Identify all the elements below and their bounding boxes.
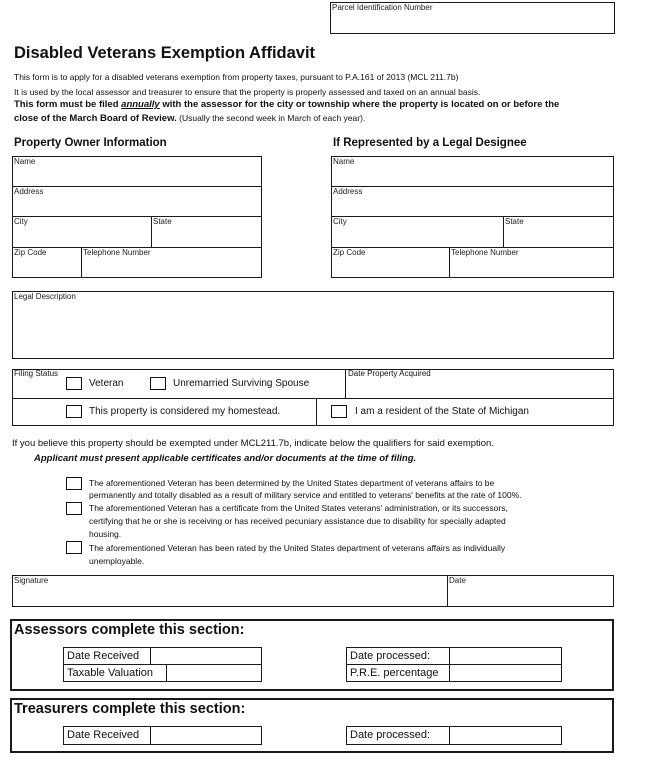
designee-zip-field[interactable] bbox=[331, 247, 450, 278]
qualifier-2-line-1: The aforementioned Veteran has a certificate from the United States veterans' administration, or its successors, bbox=[89, 503, 508, 513]
owner-heading: Property Owner Information bbox=[14, 137, 167, 149]
treasurers-date-processed-field[interactable] bbox=[449, 726, 562, 745]
date-acquired-field[interactable] bbox=[346, 380, 614, 397]
owner-address-field[interactable] bbox=[12, 186, 262, 217]
veteran-label: Veteran bbox=[89, 378, 124, 389]
filing-status-label: Filing Status bbox=[14, 369, 59, 378]
assessors-title: Assessors complete this section: bbox=[14, 622, 245, 638]
assessors-pre-percentage-label-cell bbox=[346, 664, 450, 682]
signature-field[interactable] bbox=[12, 575, 448, 607]
designee-phone-field[interactable] bbox=[449, 247, 614, 278]
treasurers-date-processed-label: Date processed: bbox=[350, 729, 431, 741]
intro-annually: annually bbox=[121, 99, 160, 110]
qualifier-1-checkbox[interactable] bbox=[66, 477, 82, 490]
resident-label: I am a resident of the State of Michigan bbox=[355, 406, 529, 417]
qualifier-1-line-2: permanently and totally disabled as a result of military service and entitled to veterans' benefits at the rate of 100%. bbox=[89, 490, 522, 500]
treasurers-date-received-label-cell bbox=[63, 726, 151, 745]
assessors-date-received-field[interactable] bbox=[150, 647, 262, 665]
treasurers-title: Treasurers complete this section: bbox=[14, 701, 246, 717]
intro-line-4 bbox=[14, 113, 365, 124]
owner-name-field[interactable] bbox=[12, 156, 262, 187]
assessors-taxable-valuation-label: Taxable Valuation bbox=[67, 667, 154, 679]
designee-name-label: Name bbox=[333, 157, 355, 166]
qualifier-3-line-2: unemployable. bbox=[89, 556, 145, 566]
intro-line-4b: (Usually the second week in March of each year). bbox=[176, 113, 366, 123]
filing-divider-horizontal bbox=[12, 398, 614, 399]
designee-city-field[interactable] bbox=[331, 216, 504, 248]
intro-line-1: This form is to apply for a disabled veterans exemption from property taxes, pursuant to P.A.161 of 2013 (MCL 211.7b) bbox=[14, 72, 459, 82]
qualifiers-intro: If you believe this property should be exempted under MCL211.7b, indicate below the qualifiers for said exemption. bbox=[12, 438, 494, 449]
designee-heading: If Represented by a Legal Designee bbox=[333, 137, 527, 149]
designee-zip-label: Zip Code bbox=[333, 248, 366, 257]
filing-divider-bottom bbox=[316, 398, 317, 426]
assessors-date-received-label: Date Received bbox=[67, 650, 140, 662]
signature-date-field[interactable] bbox=[447, 575, 614, 607]
qualifier-2-checkbox[interactable] bbox=[66, 502, 82, 515]
assessors-date-received-label-cell bbox=[63, 647, 151, 665]
intro-line-3c: with the assessor for the city or township where the property is located on or before the bbox=[159, 99, 560, 110]
owner-zip-label: Zip Code bbox=[14, 248, 47, 257]
designee-name-field[interactable] bbox=[331, 156, 614, 187]
owner-zip-field[interactable] bbox=[12, 247, 82, 278]
intro-line-2: It is used by the local assessor and treasurer to ensure that the property is properly assessed and taxed on an annual basis. bbox=[14, 87, 481, 97]
designee-address-label: Address bbox=[333, 187, 363, 196]
assessors-date-processed-label: Date processed: bbox=[350, 650, 431, 662]
homestead-checkbox[interactable] bbox=[66, 405, 82, 418]
intro-line-3 bbox=[14, 99, 559, 110]
assessors-taxable-valuation-field[interactable] bbox=[166, 664, 262, 682]
designee-phone-label: Telephone Number bbox=[451, 248, 519, 257]
qualifier-3-checkbox[interactable] bbox=[66, 541, 82, 554]
owner-city-label: City bbox=[14, 217, 28, 226]
owner-city-field[interactable] bbox=[12, 216, 152, 248]
resident-checkbox[interactable] bbox=[331, 405, 347, 418]
form-title: Disabled Veterans Exemption Affidavit bbox=[14, 44, 316, 62]
spouse-checkbox[interactable] bbox=[150, 377, 166, 390]
signature-date-label: Date bbox=[449, 576, 466, 585]
owner-address-label: Address bbox=[14, 187, 44, 196]
owner-phone-label: Telephone Number bbox=[83, 248, 151, 257]
parcel-id-box[interactable] bbox=[330, 2, 615, 34]
owner-state-field[interactable] bbox=[151, 216, 262, 248]
spouse-label: Unremarried Surviving Spouse bbox=[173, 378, 310, 389]
legal-description-label: Legal Description bbox=[14, 292, 76, 301]
assessors-pre-percentage-label: P.R.E. percentage bbox=[350, 667, 439, 679]
designee-state-label: State bbox=[505, 217, 524, 226]
assessors-date-processed-label-cell bbox=[346, 647, 450, 665]
qualifier-1-line-1: The aforementioned Veteran has been determined by the United States department of veterans affairs to be bbox=[89, 478, 495, 488]
intro-line-3a: This form must be filed bbox=[14, 99, 122, 110]
owner-phone-field[interactable] bbox=[81, 247, 262, 278]
homestead-label: This property is considered my homestead. bbox=[89, 406, 281, 417]
owner-name-label: Name bbox=[14, 157, 36, 166]
assessors-pre-percentage-field[interactable] bbox=[449, 664, 562, 682]
parcel-id-label: Parcel Identification Number bbox=[332, 3, 433, 12]
treasurers-date-received-label: Date Received bbox=[67, 729, 140, 741]
owner-state-label: State bbox=[153, 217, 172, 226]
qualifiers-note: Applicant must present applicable certificates and/or documents at the time of filing. bbox=[34, 453, 417, 464]
signature-label: Signature bbox=[14, 576, 49, 585]
legal-description-field[interactable] bbox=[12, 291, 614, 359]
assessors-date-processed-field[interactable] bbox=[449, 647, 562, 665]
designee-address-field[interactable] bbox=[331, 186, 614, 217]
intro-line-4a: close of the March Board of Review. bbox=[14, 113, 177, 124]
treasurers-date-processed-label-cell bbox=[346, 726, 450, 745]
date-acquired-label: Date Property Acquired bbox=[348, 369, 431, 378]
qualifier-3-line-1: The aforementioned Veteran has been rated by the United States department of veterans affairs as individually bbox=[89, 543, 506, 553]
designee-state-field[interactable] bbox=[503, 216, 614, 248]
qualifier-2-line-3: housing. bbox=[89, 529, 122, 539]
treasurers-date-received-field[interactable] bbox=[150, 726, 262, 745]
qualifier-2-line-2: certifying that he or she is receiving or has received pecuniary assistance due to disability for specially adapted bbox=[89, 516, 506, 526]
assessors-taxable-valuation-label-cell bbox=[63, 664, 167, 682]
veteran-checkbox[interactable] bbox=[66, 377, 82, 390]
designee-city-label: City bbox=[333, 217, 347, 226]
